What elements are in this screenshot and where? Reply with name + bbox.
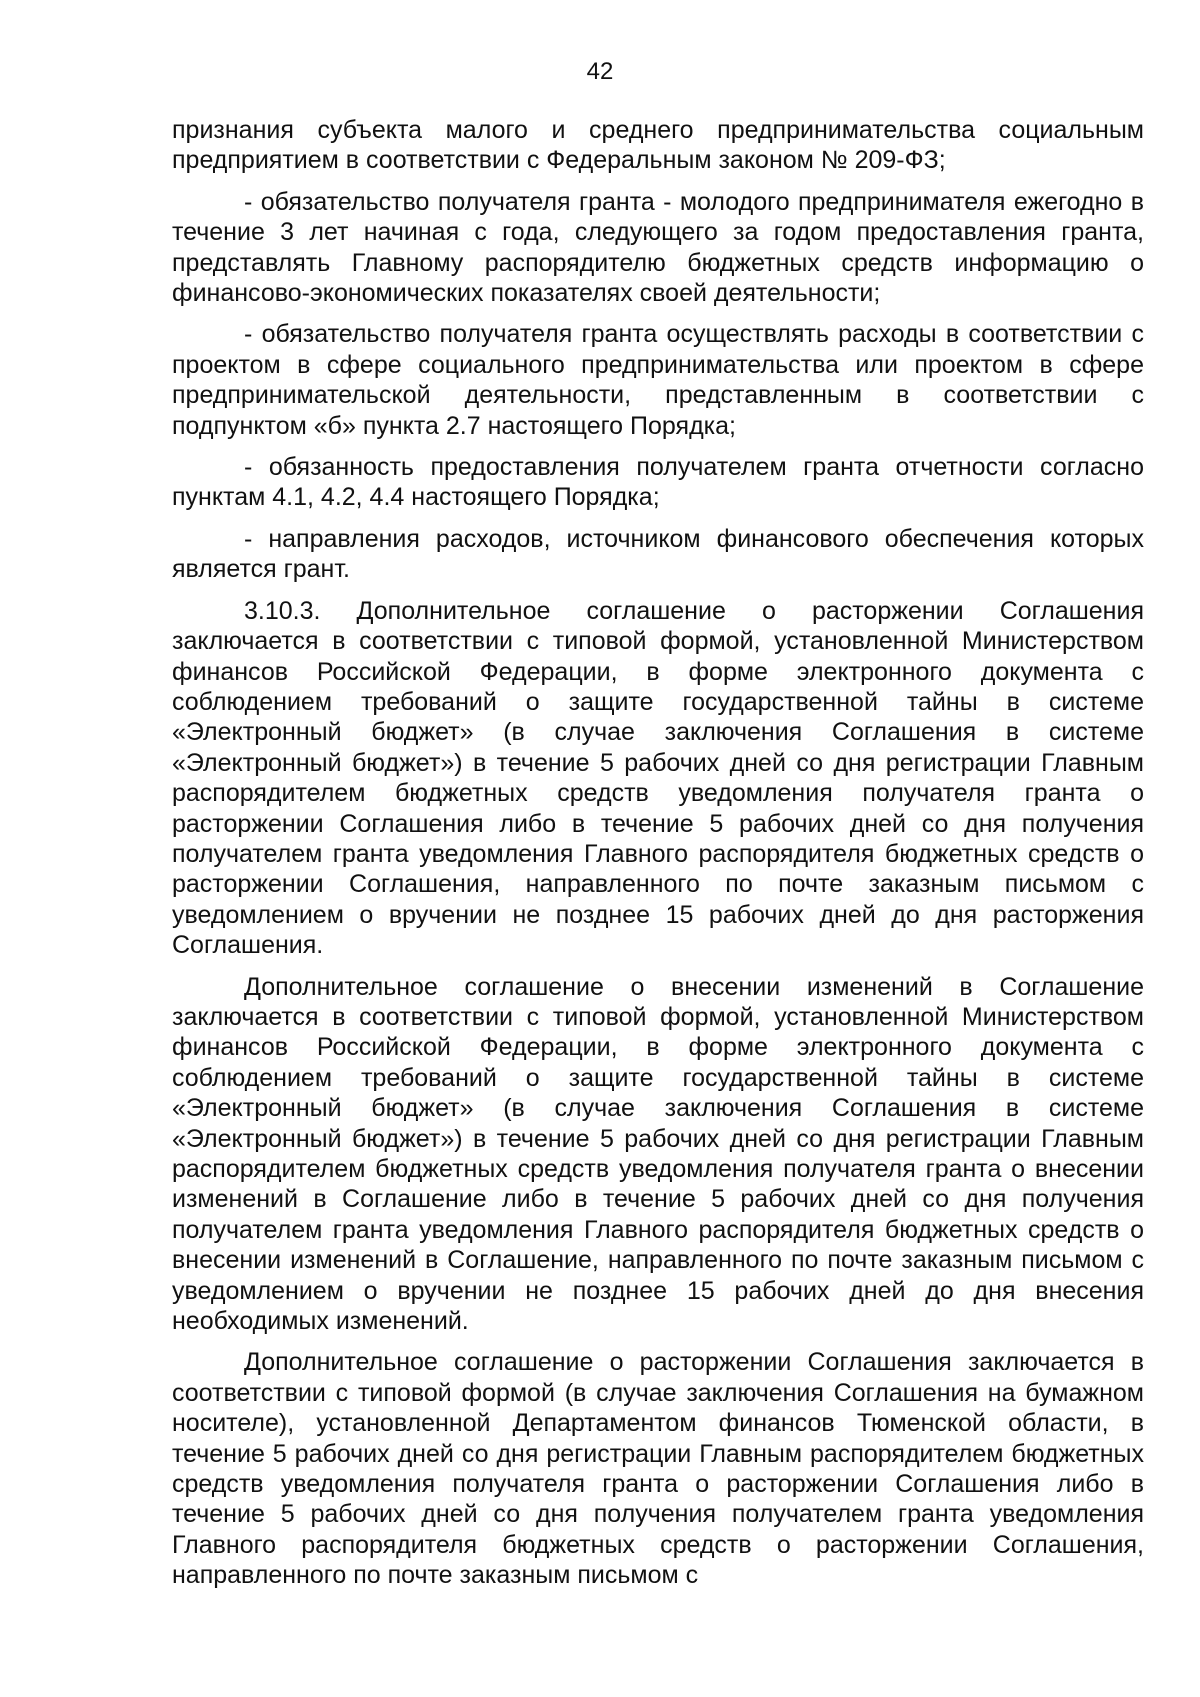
paragraph-8: Дополнительное соглашение о расторжении Соглашения заключается в соответствии с типовой формой (в случае заключения Соглашения на бумажном носителе), установленной Департаментом финансов Тюменской области, в течение 5 рабочих дней со дня регистрации Главным распорядителем бюджетных средств уведомления получателя гранта о расторжении Соглашения либо в течение 5 рабочих дней со дня получения получателем гранта уведомления Главного распорядителя бюджетных средств о расторжении Соглашения, направленного по почте заказным письмом с [172, 1348, 1144, 1590]
paragraph-4: - обязанность предоставления получателем гранта отчетности согласно пунктам 4.1, 4.2, 4.4 настоящего Порядка; [172, 453, 1144, 512]
paragraph-5: - направления расходов, источником финансового обеспечения которых является грант. [172, 524, 1144, 584]
page-number: 42 [586, 58, 614, 85]
paragraph-2: - обязательство получателя гранта - молодого предпринимателя ежегодно в течение 3 лет начиная с года, следующего за годом предоставления гранта, представлять Главному распорядителю бюджетных средств информацию о финансово-экономических показателях своей деятельности; [172, 187, 1144, 308]
paragraph-6: 3.10.3. Дополнительное соглашение о расторжении Соглашения заключается в соответствии с типовой формой, установленной Министерством финансов Российской Федерации, в форме электронного документа с соблюдением требований о защите государственной тайны в системе «Электронный бюджет» (в случае заключения Соглашения в системе «Электронный бюджет») в течение 5 рабочих дней со дня регистрации Главным распорядителем бюджетных средств уведомления получателя гранта о расторжении Соглашения либо в течение 5 рабочих дней со дня получения получателем гранта уведомления Главного распорядителя бюджетных средств о расторжении Соглашения, направленного по почте заказным письмом с уведомлением о вручении не позднее 15 рабочих дней до дня расторжения Соглашения. [172, 596, 1144, 960]
document-body [172, 115, 1144, 1602]
paragraph-1: признания субъекта малого и среднего предпринимательства социальным предприятием в соответствии с Федеральным законом № 209-ФЗ; [172, 116, 1144, 175]
paragraph-7: Дополнительное соглашение о внесении изменений в Соглашение заключается в соответствии с типовой формой, установленной Министерством финансов Российской Федерации, в форме электронного документа с соблюдением требований о защите государственной тайны в системе «Электронный бюджет» (в случае заключения Соглашения в системе «Электронный бюджет») в течение 5 рабочих дней со дня регистрации Главным распорядителем бюджетных средств уведомления получателя гранта о внесении изменений в Соглашение либо в течение 5 рабочих дней со дня получения получателем гранта уведомления Главного распорядителя бюджетных средств о внесении изменений в Соглашение, направленного по почте заказным письмом с уведомлением о вручении не позднее 15 рабочих дней до дня внесения необходимых изменений. [172, 972, 1144, 1336]
paragraph-3: - обязательство получателя гранта осуществлять расходы в соответствии с проектом в сфере социального предпринимательства или проектом в сфере предпринимательской деятельности, представленным в соответствии с подпунктом «б» пункта 2.7 настоящего Порядка; [172, 320, 1144, 440]
